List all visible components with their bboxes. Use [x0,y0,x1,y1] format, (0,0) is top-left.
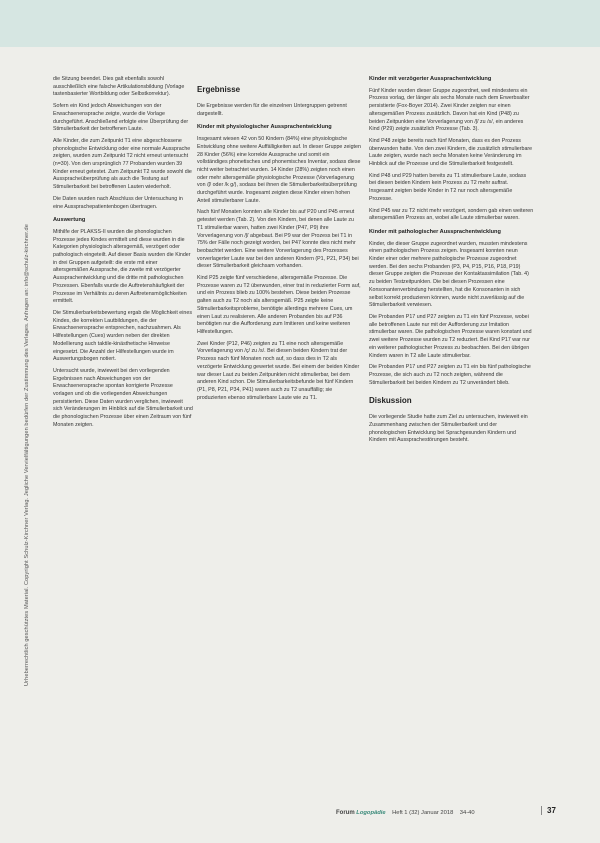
page-range: 34-40 [459,810,475,816]
subsection-heading: Kinder mit verzögerter Aussprachentwicklung [369,76,492,82]
issue-info: Heft 1 (32) Januar 2018 [392,810,454,816]
header-banner [0,0,600,47]
column-2 [197,76,361,406]
column-1 [53,76,193,434]
section-title: Diskussion [369,396,412,406]
paragraph: Fünf Kinder wurden dieser Gruppe zugeordnet, weil mindestens ein Prozess vorlag, der länger als sechs Monate nach dem Erwerbsalter persistierte (Fox-Boyer 2014). Zwei Kinder zeigten nur einen altersgemäßen Prozess zusätzlich. Davon hat ein Kind (P48) zu beiden Zeitpunkten eine Vorverlagerung von /ʃ/ zu /s/, ein anderes Kind (P29) zeigte zusätzlich Prozesse (Tab. 3). [369,87,530,133]
paragraph: Die Ergebnisse werden für die einzelnen Untergruppen getrennt dargestellt. [197,103,347,117]
subsection-heading: Kinder mit pathologischer Aussprachentwicklung [369,228,501,235]
paragraph: Zwei Kinder (P12, P46) zeigten zu T1 eine noch altersgemäße Vorverlagerung von /ç/ zu /s/. Bei diesen beiden Kindern trat der Prozess nach fünf Monaten noch auf, so dass dies in T2 als verzögerte Entwicklung gewertet wurde. Bei einem der beiden Kinder war dieser Laut zu beiden Zeitpunkten nicht stimulierbar, bei dem anderen Kind schon. Die Stimulierbarkeitsbefunde bei fünf Kindern (P1, P8, P21, P34, P41) waren auch zu T2 unauffällig; sie produzierten ebenso stimulierbare Laute wie zu T1. [197,340,360,401]
paragraph: Nach fünf Monaten konnten alle Kinder bis auf P20 und P45 erneut getestet werden (Tab. 2). Von den Kindern, bei denen alle Laute zu T1 stimulierbar waren, hatten zwei Kinder (P47, P9) ihre Vorverlagerung von /ʃ/ abgebaut. Bei P9 war der Prozess bei T1 in 75% der Fälle noch gezeigt worden, bei P47 konnte dies nicht mehr beobachtet werden. Eine weitere Vorverlagerung des Prozesses vorverlagerter Laute war bei den anderen Kindern (P1, P21, P34) bei dieser Stimulierbarkeit gleichsam vorhanden. [197,209,359,270]
paragraph: Kind P48 zeigte bereits nach fünf Monaten, dass es den Prozess überwunden hatte. Von den zwei Kindern, die zusätzlich stimulierbare Laute zeigten, wurde nach sechs Monaten keine Veränderung im Hinblick auf die Prozesse und die Stimulierbarkeit festgestellt. [369,137,533,168]
column-3 [369,76,534,449]
paragraph: Kind P48 und P29 hatten bereits zu T1 stimulierbare Laute, sodass bei diesen beiden Kindern kein Prozess zu T2 mehr auftrat. Insgesamt zeigten beide Kinder in T2 nur noch altersgemäße Prozesse. [369,172,527,202]
copyright-note: Urheberrechtlich geschütztes Material. Copyright Schulz-Kirchner Verlag. Jegliche Vervielfältigungen bedürfen der Zustimmung des Verlages. Anfragen an: info@schulz-kirchner.de [24,224,30,686]
journal-brand: Forum [336,810,355,816]
subsection-heading: Kinder mit physiologischer Aussprachentwicklung [197,124,332,131]
paragraph: die Sitzung beendet. Dies galt ebenfalls sowohl ausschließlich eine falsche Artikulationsbildung (Vorlage tastenbasierter Wortbildung oder Selbstkorrektur). [53,76,185,98]
paragraph: Die vorliegende Studie hatte zum Ziel zu untersuchen, inwieweit ein Zusammenhang zwischen der Stimulierbarkeit und der phonologischen Entwicklung bei Sprachgesunden Kindern und Kindern mit Aussprachestörungen besteht. [369,414,528,444]
journal-logo: Logopädie [356,810,386,816]
paragraph: Untersucht wurde, inwieweit bei den vorliegenden Ergebnissen nach Abweichungen von der Erwachsenensprache spontan korrigierte Prozesse vorlagen und ob die vorliegenden Abweichungen persistierten. Diese Daten wurden verglichen, inwieweit sich Veränderungen im Hinblick auf die Stimulierbarkeit und die phonologischen Prozesse über einen Zeitraum von fünf Monaten zeigten. [53,367,193,428]
page-number: 37 [541,806,556,815]
paragraph: Die Daten wurden nach Abschluss der Untersuchung in eine Aussprachepatientenbogen übertragen. [53,195,183,210]
paragraph: Mithilfe der PLAKSS-II wurden die phonologischen Prozesse jedes Kindes ermittelt und diese wurden in die Kategorien physiologisch altersgemäß, verzögert oder pathologisch eingeteilt. Auf dieser Basis wurden die Kinder in drei Gruppen aufgeteilt: die erste mit einer altersgemäßen Aussprache, die zweite mit verzögerter Aussprachentwicklung und die dritte mit pathologischen Prozessen. Ebenfalls wurde die Auftretenshäufigkeit der Prozesse im Verhältnis zu deren Auftretensmöglichkeiten ermittelt. [53,228,191,305]
paragraph: Insgesamt wiesen 42 von 50 Kindern (84%) eine physiologische Entwicklung ohne weitere Auffälligkeiten auf. In dieser Gruppe zeigten 28 Kinder (56%) eine korrekte Aussprache und somit ein vollständiges phonetisches und phonemisches Inventar, sodass diese nicht weiter betrachtet wurden. 14 Kinder (28%) zeigten noch einen oder mehr altersgemäße physiologische Prozesse (Vorverlagerung von /ʃ/ oder /k g/), sodass bei ihnen die Stimulierbarkeitsüberprüfung durchgeführt wurde. Insgesamt zeigten diese Kinder einen hohen Anteil stimulierbarer Laute. [197,136,361,204]
paragraph: Kind P45 war zu T2 nicht mehr verzögert, sondern gab einen weiteren altersgemäßen Prozess an, wobei alle Laute stimulierbar waren. [369,207,534,222]
paragraph: Kind P25 zeigte fünf verschiedene, altersgemäße Prozesse. Die Prozesse waren zu T2 überwunden, einer trat in reduzierter Form auf, und ein Prozess blieb zu 100% bestehen. Diese beiden Prozesse galten auch zu T2 noch als altersgemäß. P25 zeigte keine Stimulierbarkeitsprobleme, benötigte allerdings mehrere Cues, um einen Laut zu realisieren. Alle anderen Probanden bis auf P36 benötigten nur die Aufforderung zum Imitieren und keine weiteren Hilfestellungen. [197,275,361,335]
paragraph: Die Probanden P17 und P27 zeigten zu T1 ein bis fünf pathologische Prozesse, die sich auch zu T2 noch zeigten, während die Stimulierbarkeit bei beiden Kindern zu T2 unverändert blieb. [369,364,531,386]
paragraph: Alle Kinder, die zum Zeitpunkt T1 eine abgeschlossene phonologische Entwicklung oder eine normale Aussprache zeigten, wurden zum Zeitpunkt T2 nicht erneut untersucht (n=30). Von den ursprünglich 77 Probanden wurden 39 Kinder erneut getestet. Zum Zeitpunkt T2 wurde sowohl die Ausspracheüberprüfung als auch die Testung auf Stimulierbarkeit bei betroffenen Lauten wiederholt. [53,137,192,191]
section-title: Ergebnisse [197,85,241,94]
paragraph: Kinder, die dieser Gruppe zugeordnet wurden, mussten mindestens einen pathologischen Prozess zeigen. Insgesamt konnten neun Kinder einer oder mehrere pathologische Prozesse zugeordnet werden. Bei den sechs Probanden (P3, P4, P15, P16, P18, P19) dieser Gruppe zeigten die Prozesse der Kontaktassimilation (Tab. 4) zu beiden Testzeitpunkten. Die bei diesen Prozessen eine Konsonantenverbindung herstellten, hat die Konsonanten in sich selbst korrekt produzieren können, wurde nicht zuverlässig auf die Stimulierbarkeit verwiesen. [369,240,529,309]
paragraph: Die Stimulierbarkeitsbewertung ergab die Möglichkeit eines Kindes, die korrekten Lautbildungen, die der Erwachsenensprache entsprechen, nachzuahmen. Als Hilfestellungen (Cues) wurden neben der direkten Modellierung auch taktile-kinästhetische Hinweise eingesetzt. Die Anzahl der Hilfestellungen wurde im Auswertungsbogen notiert. [53,309,192,363]
section-heading: Auswertung [53,217,86,224]
paragraph: Die Probanden P17 und P27 zeigten zu T1 ein fünf Prozesse, wobei alle betroffenen Laute nur mit der Aufforderung zur Imitation stimulierbar waren. Die pathologischen Prozesse waren konstant und zwei weitere Prozesse wurden zu T2 reduziert. Bei Kind P17 war nur ein weiterer pathologischer Prozess zu beobachten. Bei den übrigen Kindern waren in T2 alle Laute stimulierbar. [369,313,532,359]
paragraph: Sofern ein Kind jedoch Abweichungen von der Erwachsenensprache zeigte, wurde die Vorlage durchgeführt. Anschließend erfolgte eine Überprüfung der Stimulierbarkeit der betroffenen Laute. [53,103,189,133]
page-footer [336,810,536,816]
